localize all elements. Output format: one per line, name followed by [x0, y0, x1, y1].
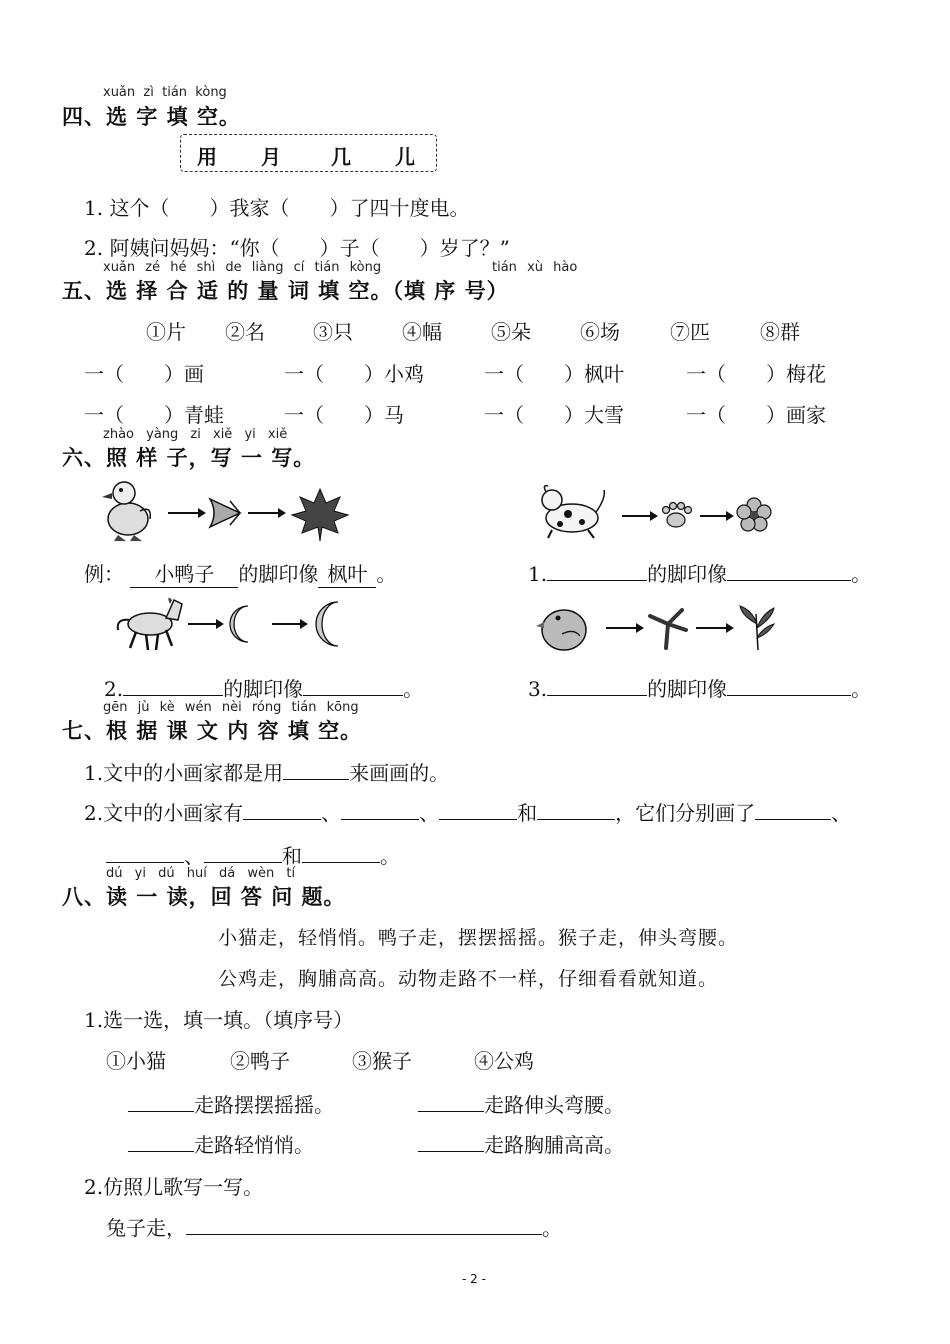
- sec7-question-1: [84, 757, 449, 786]
- sec4-title: 四、选 字 填 空。: [62, 105, 241, 129]
- example-illustration: [100, 475, 360, 545]
- pinyin: tián: [162, 85, 188, 100]
- puppy-icon: [542, 486, 604, 538]
- answer-blank[interactable]: [204, 861, 282, 863]
- answer-blank[interactable]: [418, 1150, 484, 1152]
- pony-icon: [118, 598, 182, 650]
- pinyin: hé: [170, 260, 187, 275]
- arrow-icon: [606, 623, 644, 633]
- measure-blank-item: 一（ ）小鸡: [284, 362, 424, 386]
- measure-word-option: ⑤朵: [491, 320, 531, 344]
- pinyin: de: [225, 260, 242, 275]
- fill-text: 走路轻悄悄。: [194, 1133, 314, 1157]
- answer-blank[interactable]: [755, 818, 831, 820]
- question-text: 1.文中的小画家都是用: [84, 761, 284, 785]
- footprint-text: 的脚印像: [238, 562, 319, 586]
- pinyin: xù: [527, 260, 543, 275]
- footprint-text: 的脚印像: [223, 677, 304, 701]
- answer-blank[interactable]: [727, 694, 851, 696]
- pinyin: huí: [186, 866, 207, 881]
- fill-item: [418, 1129, 624, 1158]
- poem-line-2: 公鸡走，胸脯高高。动物走路不一样，仔细看看就知道。: [218, 968, 719, 990]
- answer-blank[interactable]: [727, 579, 851, 581]
- measure-word-option: ②名: [225, 320, 265, 344]
- sec4-question-1: 1. 这个（ ）我家（ ）了四十度电。: [84, 196, 470, 220]
- sec4-pinyin: [103, 85, 227, 100]
- answer-blank[interactable]: [547, 579, 647, 581]
- pinyin: xiě: [267, 427, 288, 442]
- animal-option: ③猴子: [352, 1049, 412, 1073]
- question-number: 2.: [104, 677, 124, 701]
- arrow-icon: [700, 511, 734, 521]
- fill-text: 走路胸脯高高。: [484, 1133, 624, 1157]
- fill-item: [418, 1089, 624, 1118]
- question-text: 来画画的。: [349, 761, 450, 785]
- answer-blank[interactable]: [303, 694, 403, 696]
- arrow-icon: [622, 511, 658, 521]
- sec4-question-2: 2. 阿姨问妈妈：“你（ ）子（ ）岁了？”: [84, 236, 510, 260]
- question-text: 2.文中的小画家有: [84, 801, 244, 825]
- pinyin: dú: [106, 866, 123, 881]
- arrow-icon: [696, 623, 734, 633]
- paw-print-icon: [663, 503, 692, 528]
- sec7-question-2-cont: [106, 840, 400, 869]
- pinyin: róng: [251, 700, 282, 715]
- period: 。: [851, 677, 872, 701]
- pinyin: kè: [159, 700, 175, 715]
- measure-blank-item: 一（ ）马: [284, 403, 404, 427]
- pinyin: yi: [134, 866, 146, 881]
- separator: 、: [184, 844, 204, 868]
- period: 。: [380, 844, 400, 868]
- answer-blank[interactable]: [537, 818, 615, 820]
- imitation-writing-line: [106, 1212, 562, 1241]
- fill-item: [128, 1129, 314, 1158]
- bird-footprint-icon: [650, 610, 686, 648]
- answer-blank[interactable]: [547, 694, 647, 696]
- fill-text: 走路伸头弯腰。: [484, 1093, 624, 1117]
- pinyin: wèn: [247, 866, 275, 881]
- maple-leaf-icon: [292, 489, 348, 541]
- period: 。: [376, 562, 397, 586]
- pinyin: tián: [492, 260, 517, 275]
- pinyin: wén: [184, 700, 212, 715]
- answer-blank[interactable]: [128, 1150, 194, 1152]
- answer-blank[interactable]: [128, 1110, 194, 1112]
- pinyin: kōng: [326, 700, 359, 715]
- measure-word-option: ⑦匹: [670, 320, 710, 344]
- q1-illustration: [538, 478, 788, 548]
- answer-blank[interactable]: [106, 861, 184, 863]
- separator: 、: [831, 801, 852, 825]
- separator: 、: [419, 801, 440, 825]
- animal-option: ①小猫: [106, 1049, 166, 1073]
- sec8-question-2: 2.仿照儿歌写一写。: [84, 1175, 264, 1199]
- pinyin: tí: [286, 866, 296, 881]
- pinyin: tián: [291, 700, 317, 715]
- animal-option: ④公鸡: [474, 1049, 534, 1073]
- conjunction: 和: [282, 844, 302, 868]
- sec6-pinyin: [103, 427, 287, 442]
- poem-line-1: 小猫走，轻悄悄。鸭子走，摆摆摇摇。猴子走，伸头弯腰。: [218, 927, 739, 949]
- footprint-text: 的脚印像: [647, 562, 728, 586]
- pinyin: zi: [190, 427, 201, 442]
- fill-item: [128, 1089, 334, 1118]
- pinyin: kòng: [349, 260, 382, 275]
- char-option: 几: [331, 145, 351, 169]
- pinyin: nèi: [221, 700, 242, 715]
- conjunction: 和: [517, 801, 538, 825]
- animal-option: ②鸭子: [230, 1049, 290, 1073]
- sec7-question-2: [84, 797, 851, 826]
- measure-word-option: ⑥场: [580, 320, 620, 344]
- question-number: 1.: [528, 562, 548, 586]
- char-option: 月: [261, 145, 281, 169]
- answer-blank[interactable]: [418, 1110, 484, 1112]
- question-number: 3.: [528, 677, 548, 701]
- arrow-icon: [188, 619, 224, 629]
- crescent-moon-icon: [316, 602, 338, 646]
- pinyin: xiě: [213, 427, 233, 442]
- q3-illustration: [536, 594, 786, 660]
- sec6-title: 六、照 样 子，写 一 写。: [62, 446, 316, 470]
- chick-icon: [536, 610, 586, 650]
- arrow-icon: [272, 619, 308, 629]
- answer-blank[interactable]: [302, 861, 380, 863]
- crescent-icon: [230, 606, 248, 642]
- plum-blossom-icon: [737, 498, 771, 531]
- char-option: 用: [197, 145, 217, 169]
- pinyin: gēn: [103, 700, 128, 715]
- pinyin: tián: [314, 260, 340, 275]
- period: 。: [851, 562, 872, 586]
- pinyin: zì: [143, 85, 154, 100]
- pinyin: zé: [145, 260, 161, 275]
- period: 。: [403, 677, 424, 701]
- sec6-question-2: [104, 673, 423, 702]
- sec6-question-3: [528, 673, 871, 702]
- answer-blank[interactable]: [186, 1233, 542, 1235]
- measure-word-option: ④幅: [402, 320, 442, 344]
- arrow-icon: [168, 508, 206, 518]
- period: 。: [542, 1216, 562, 1240]
- example-answer-shape: 枫叶: [318, 558, 376, 588]
- bamboo-leaves-icon: [740, 606, 774, 650]
- measure-blank-item: 一（ ）画家: [686, 403, 826, 427]
- question-text: ，它们分别画了: [615, 801, 756, 825]
- measure-word-option: ①片: [146, 320, 186, 344]
- sec6-question-1: [528, 558, 871, 587]
- example-prefix: 例：: [84, 562, 124, 586]
- footprint-text: 的脚印像: [647, 677, 728, 701]
- measure-blank-item: 一（ ）枫叶: [484, 362, 624, 386]
- char-option: 儿: [395, 145, 415, 169]
- measure-blank-item: 一（ ）梅花: [686, 362, 826, 386]
- measure-blank-item: 一（ ）画: [84, 362, 204, 386]
- sec6-example-line: [84, 558, 396, 588]
- sec8-title: 八、读 一 读，回 答 问 题。: [62, 885, 346, 909]
- pinyin: yi: [244, 427, 256, 442]
- measure-word-option: ③只: [313, 320, 353, 344]
- q2-illustration: [112, 590, 362, 656]
- sec7-title: 七、根 据 课 文 内 容 填 空。: [62, 719, 363, 743]
- measure-word-option: ⑧群: [760, 320, 800, 344]
- separator: 、: [321, 801, 342, 825]
- sec7-pinyin: [103, 700, 359, 715]
- answer-blank[interactable]: [243, 818, 321, 820]
- pinyin: cí: [293, 260, 305, 275]
- pinyin: dú: [158, 866, 175, 881]
- pinyin: xuǎn: [103, 260, 136, 275]
- pinyin: yàng: [146, 427, 179, 442]
- pinyin: zhào: [103, 427, 134, 442]
- pinyin: shì: [196, 260, 216, 275]
- duck-icon: [102, 482, 150, 541]
- answer-blank[interactable]: [283, 778, 349, 780]
- sec5-pinyin-2: [492, 260, 577, 275]
- example-answer-animal: 小鸭子: [130, 558, 238, 588]
- arrow-icon: [248, 508, 286, 518]
- sec8-question-1: 1.选一选，填一填。（填序号）: [84, 1008, 354, 1032]
- pinyin: dá: [218, 866, 236, 881]
- measure-blank-item: 一（ ）青蛙: [84, 403, 224, 427]
- char-choice-box: [180, 134, 437, 172]
- fill-text: 走路摆摆摇摇。: [194, 1093, 334, 1117]
- webbed-footprint-icon: [210, 499, 240, 527]
- measure-blank-item: 一（ ）大雪: [484, 403, 624, 427]
- sec5-pinyin: [103, 260, 381, 275]
- pinyin: kòng: [195, 85, 227, 100]
- answer-blank[interactable]: [341, 818, 419, 820]
- answer-blank[interactable]: [123, 694, 223, 696]
- question-text: 兔子走，: [106, 1216, 186, 1240]
- pinyin: liàng: [251, 260, 284, 275]
- sec8-pinyin: [106, 866, 295, 881]
- answer-blank[interactable]: [439, 818, 517, 820]
- pinyin: xuǎn: [103, 85, 136, 100]
- page-number: - 2 -: [462, 1272, 486, 1286]
- pinyin: jù: [137, 700, 150, 715]
- pinyin: hào: [553, 260, 578, 275]
- sec5-title: 五、选 择 合 适 的 量 词 填 空。（填 序 号）: [62, 279, 509, 303]
